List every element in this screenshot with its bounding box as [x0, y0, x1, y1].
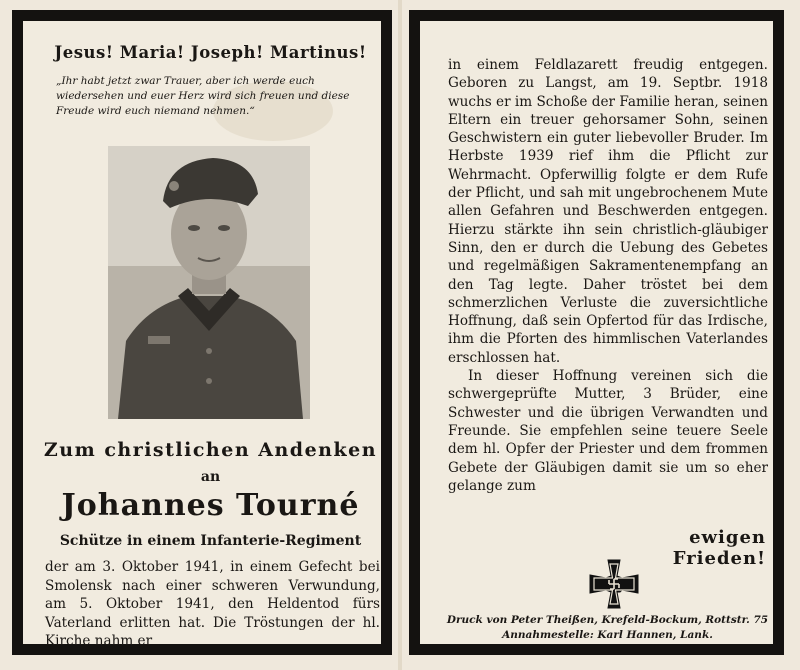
right-panel: [409, 10, 784, 655]
printer-line-1: Druck von Peter Theißen, Krefeld-Bockum, Rottstr. 75: [446, 614, 769, 626]
biography-start: der am 3. Oktober 1941, in einem Gefecht bei Smolensk nach einer schweren Verwundung, am 5. Oktober 1941, den Heldentod fürs Vaterland erlitten hat. Die Tröstungen der hl. Kirche nahm er: [45, 559, 380, 649]
soldier-portrait: [108, 146, 310, 419]
iron-cross-icon: [586, 556, 642, 612]
an-word: an: [200, 469, 221, 485]
invocation: Jesus! Maria! Joseph! Martinus!: [54, 43, 367, 62]
left-panel: [12, 10, 392, 655]
closing-phrase: ewigen Frieden!: [672, 527, 766, 569]
printer-line-2: Annahmestelle: Karl Hannen, Lank.: [502, 629, 713, 641]
printer-imprint: [440, 613, 775, 643]
scripture-quote: „Ihr habt jetzt zwar Trauer, aber ich werde euch wiedersehen und euer Herz wird sich freuen und diese Freude wird euch niemand nehmen.“: [56, 75, 350, 117]
deceased-name: Johannes Tourné: [61, 488, 360, 523]
biography-continued: [448, 56, 768, 495]
fold-line: [398, 0, 402, 670]
biography-paragraph-1: in einem Feldlazarett freudig entgegen. Geboren zu Langst, am 19. Septbr. 1918 wuchs er im Schoße der Familie heran, seinen Eltern ein treuer gehorsamer Sohn, seinen Geschwistern ein guter liebevoller Bruder. Im Herbste 1939 rief ihm die Pflicht zur Wehrmacht. Opferwillig folgte er dem Rufe der Pflicht, und sah mit ungebrochenem Mute allen Gefahren und Beschwerden entgegen. Hierzu stärkte ihn sein christlich-gläubiger Sinn, den er durch die Uebung des Gebetes und regelmäßigen Sakramentenempfang an den Tag legte. Daher tröstet bei dem schmerzlichen Verluste die zuversichtliche Hoffnung, daß sein Opfertod für das Irdische, ihm die Pforten des himmlischen Vaterlandes erschlossen hat.: [448, 57, 768, 366]
remembrance-heading: Zum christlichen Andenken: [43, 439, 378, 461]
biography-paragraph-2: In dieser Hoffnung vereinen sich die schwergeprüfte Mutter, 3 Brüder, eine Schwester und die übrigen Verwandten und Freunde. Sie empfehlen seine teuere Seele dem hl. Opfer der Priester und dem frommen Gebete der Gläubigen damit sie um so eher gelange zum: [448, 368, 768, 494]
military-rank: Schütze in einem Infanterie-Regiment: [59, 533, 362, 549]
